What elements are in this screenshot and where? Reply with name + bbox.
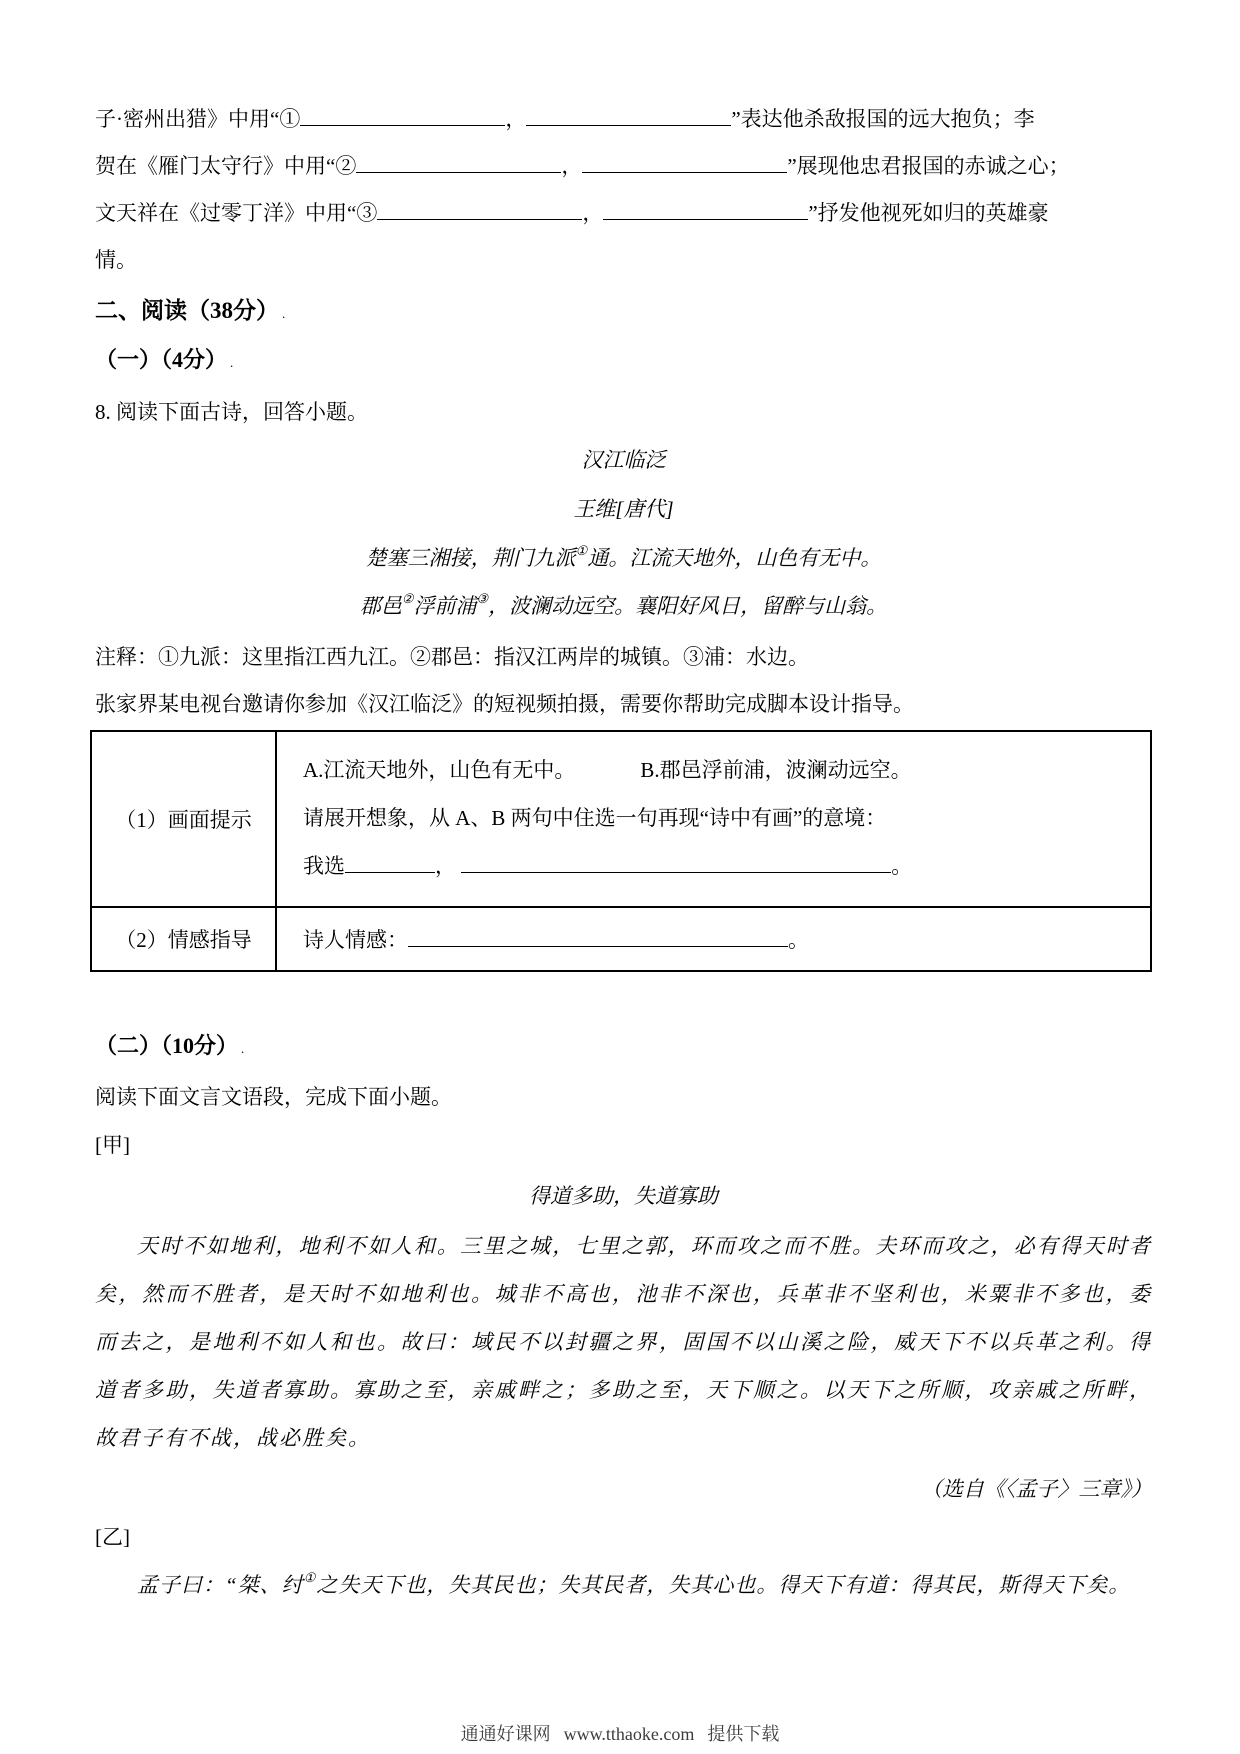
dictation-line-3-suffix: ”抒发他视死如归的英雄豪 <box>808 201 1049 225</box>
answer-blank <box>526 104 731 126</box>
part-two-heading-text: （二）（10分） <box>95 1033 239 1058</box>
dictation-paragraph <box>95 96 1152 284</box>
answer-blank <box>603 198 808 220</box>
row1-label: （1）画面提示 <box>91 731 276 907</box>
row2-content-cell <box>276 907 1151 971</box>
section-two-heading-text: 二、阅读（38分） <box>95 298 279 323</box>
poem-line-1: 楚塞三湘接，荆门九派①通。江流天地外，山色有无中。 <box>365 543 882 570</box>
dictation-line-4: 情。 <box>95 248 137 272</box>
passage-b-body: 孟子曰：“桀、纣①之失天下也，失其民也；失其民者，失其心也。得天下有道：得其民，斯得天下矣。 <box>137 1570 1131 1597</box>
dictation-line-1-suffix: ”表达他杀敌报国的远大抱负；李 <box>731 107 1035 131</box>
dictation-line-2 <box>95 143 1152 190</box>
answer-blank <box>356 151 561 173</box>
passage-a-body: 天时不如地利，地利不如人和。三里之城，七里之郭，环而攻之而不胜。夫环而攻之，必有得天时者矣，然而不胜者，是天时不如地利也。城非不高也，池非不深也，兵革非不坚利也，米粟非不多也，委而去之，是地利不如人和也。故曰：域民不以封疆之界，固国不以山溪之险，威天下不以兵革之利。得道者多助，失道者寡助。寡助之至，亲戚畔之；多助之至，天下顺之。以天下之所顺，攻亲戚之所畔，故君子有不战，战必胜矣。 <box>95 1234 1152 1450</box>
answer-blank <box>582 151 787 173</box>
option-b: B.郡邑浮前浦，波澜动远空。 <box>640 758 912 782</box>
poem-block <box>95 445 1152 630</box>
part-one-heading-text: （一）（4分） <box>95 347 228 372</box>
answer-blank <box>377 198 582 220</box>
options-line <box>303 746 1132 794</box>
storyboard-table <box>90 730 1152 972</box>
comma-separator: ， <box>505 107 527 131</box>
part-two-heading <box>95 1032 1152 1063</box>
passage-a-source: （选自《〈孟子〉三章》） <box>921 1477 1152 1501</box>
poem-title: 汉江临泛 <box>581 448 666 472</box>
answer-blank <box>345 851 435 873</box>
comma-separator: ， <box>435 854 456 878</box>
answer-blank <box>461 851 891 873</box>
answer-blank <box>408 925 788 947</box>
row2-label: （2）情感指导 <box>91 907 276 971</box>
table-row-picture-hint <box>91 731 1151 907</box>
paragraph-mark-dot: . <box>282 306 286 321</box>
page-footer <box>0 1722 1240 1746</box>
option-a: A.江流天地外，山色有无中。 <box>303 758 576 782</box>
dictation-line-1-prefix: 子·密州出猎》中用“① <box>95 107 301 131</box>
answer-line <box>303 842 1132 890</box>
poem-notes: 注释：①九派：这里指江西九江。②郡邑：指汉江两岸的城镇。③浦：水边。 <box>95 645 809 669</box>
instruction-line: 请展开想象，从 A、B 两句中住选一句再现“诗中有画”的意境： <box>303 806 887 830</box>
poem-author: 王维[唐代] <box>573 497 674 521</box>
footer-url: www.tthaoke.com <box>563 1724 695 1744</box>
task-intro: 张家界某电视台邀请你参加《汉江临泛》的短视频拍摄，需要你帮助完成脚本设计指导。 <box>95 692 914 716</box>
row1-content-cell <box>276 731 1151 907</box>
comma-separator: ， <box>582 201 604 225</box>
poem-line-2: 郡邑②浮前浦③，波澜动远空。襄阳好风日，留醉与山翁。 <box>359 591 888 618</box>
table-row-emotion-guide <box>91 907 1151 971</box>
passage-a-marker: [甲] <box>95 1133 130 1157</box>
answer-blank <box>300 104 505 126</box>
question-8-intro: 8. 阅读下面古诗，回答小题。 <box>95 400 368 424</box>
passage-b-marker: [乙] <box>95 1525 130 1549</box>
period-mark: 。 <box>891 854 913 878</box>
comma-separator: ， <box>561 154 583 178</box>
paragraph-mark-dot: . <box>241 1041 245 1056</box>
period-mark: 。 <box>788 928 809 952</box>
dictation-line-2-suffix: ”展现他忠君报国的赤诚之心； <box>787 154 1070 178</box>
part-one-heading <box>95 346 1152 377</box>
dictation-line-2-prefix: 贺在《雁门太守行》中用“② <box>95 154 357 178</box>
footer-site-name: 通通好课网 <box>460 1724 551 1744</box>
emotion-prompt: 诗人情感： <box>303 928 408 952</box>
reading-intro: 阅读下面文言文语段，完成下面小题。 <box>95 1085 452 1109</box>
footer-download-text: 提供下载 <box>707 1724 780 1744</box>
paragraph-mark-dot: . <box>230 355 234 370</box>
section-two-heading <box>95 297 1152 328</box>
dictation-line-3-prefix: 文天祥在《过零丁洋》中用“③ <box>95 201 378 225</box>
passage-a-title: 得道多助，失道寡助 <box>529 1184 718 1208</box>
dictation-line-3 <box>95 190 1152 237</box>
dictation-line-1 <box>95 96 1152 143</box>
answer-prefix: 我选 <box>303 854 345 878</box>
